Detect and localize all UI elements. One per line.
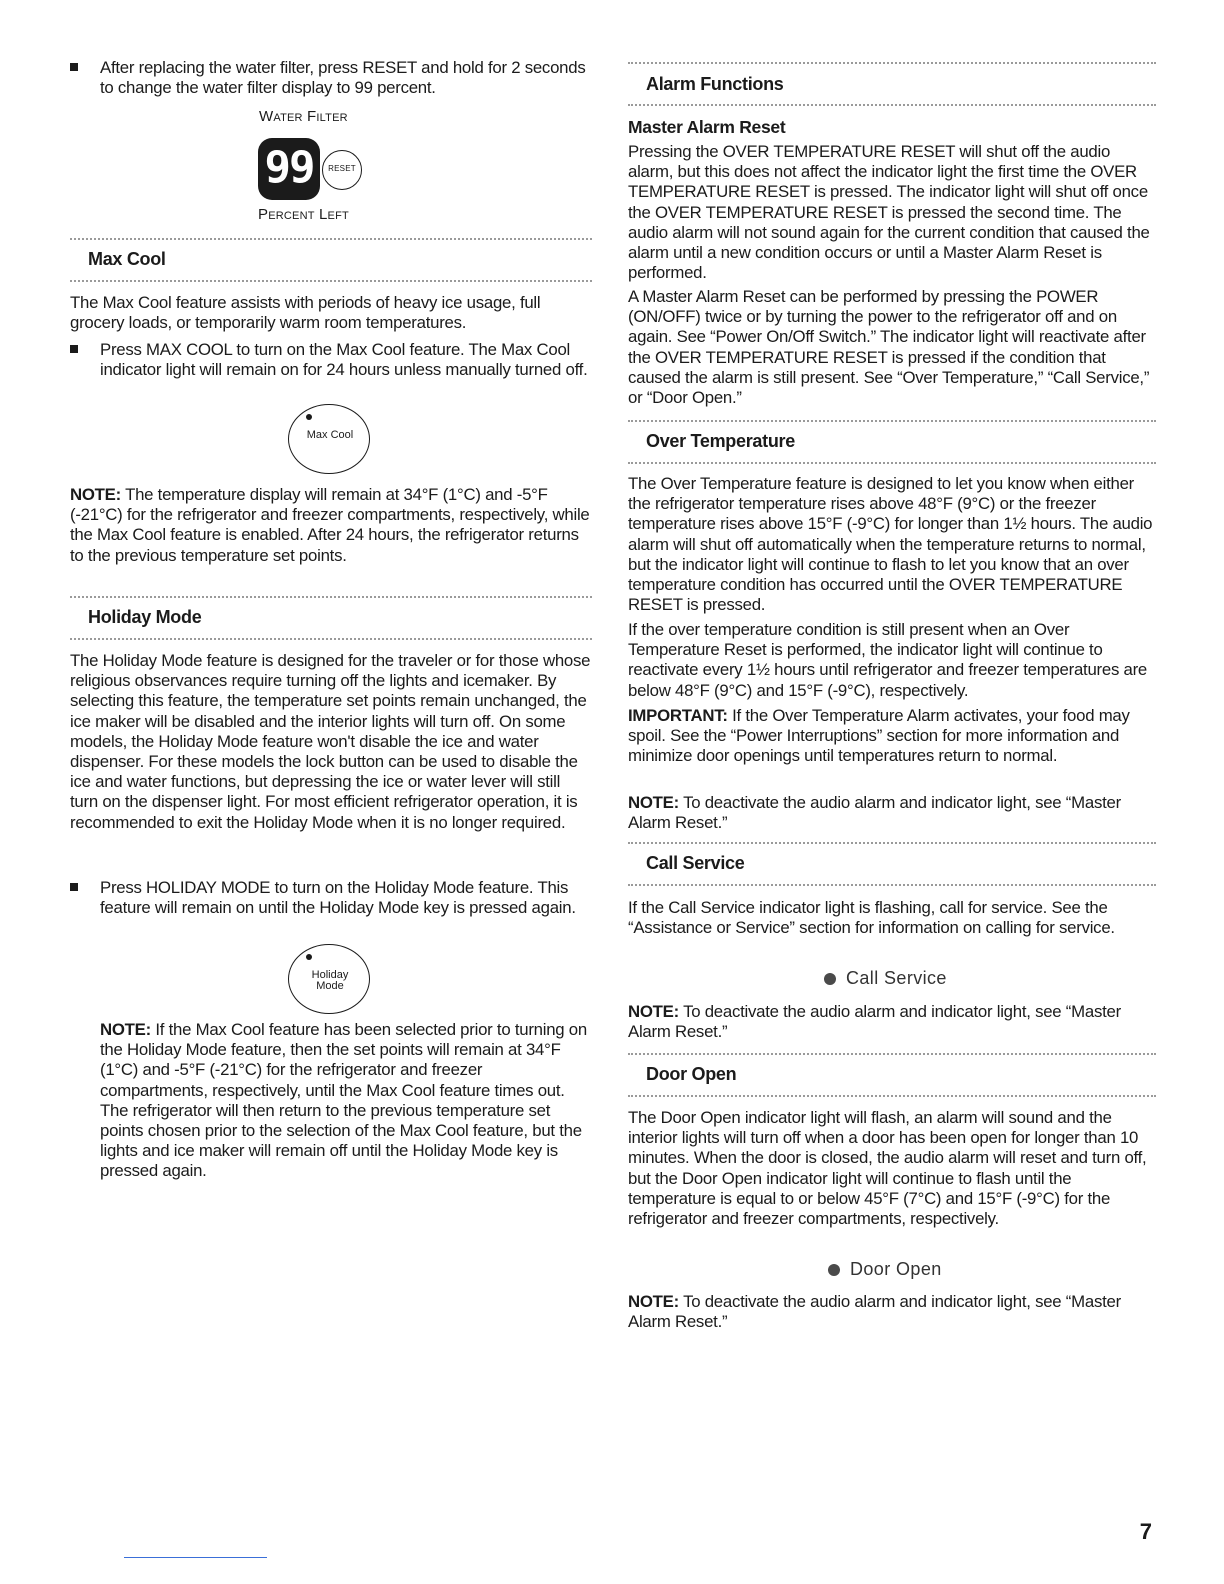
door-open-indicator (828, 1259, 942, 1280)
note-text: If the Max Cool feature has been selected prior to turning on the Holiday Mode feature, then the set points will remain at 34°F (1°C) and -5°F (-21°C) for the refrigerator and freezer compartments, respectively, until the Max Cool feature times out. The refrigerator will then return to the previous temperature set points chosen prior to the selection of the Max Cool feature, but the lights and ice maker will remain off until the Holiday Mode key is pressed again. (100, 1020, 587, 1181)
call-service-heading: Call Service (646, 853, 745, 873)
max-cool-button-label: Max Cool (306, 429, 354, 441)
bullet-text: Press MAX COOL to turn on the Max Cool feature. The Max Cool indicator light will remain on for 24 hours unless manually turned off. (100, 340, 588, 380)
max-cool-intro: The Max Cool feature assists with periods of heavy ice usage, full grocery loads, or temporarily warm room temperatures. (70, 293, 541, 333)
call-service-note (628, 1002, 1156, 1042)
master-alarm-reset-p1: Pressing the OVER TEMPERATURE RESET will shut off the audio alarm, but this does not affect the indicator light the first time the OVER TEMPERATURE RESET is pressed. The indicator light will shut off once the OVER TEMPERATURE RESET is pressed the second time. The audio alarm will not sound again for the current condition that caused the alarm until a new condition occurs or until a Master Alarm Reset is performed. (628, 142, 1150, 283)
note-label: NOTE: (70, 485, 121, 504)
header-rule-top (70, 596, 592, 598)
call-service-p1: If the Call Service indicator light is flashing, call for service. See the “Assistance or Service” section for information on calling for service. (628, 898, 1115, 938)
filter-display-digits: 99 (264, 142, 314, 193)
note-text: To deactivate the audio alarm and indicator light, see “Master Alarm Reset.” (628, 793, 1121, 833)
note-text: To deactivate the audio alarm and indicator light, see “Master Alarm Reset.” (628, 1002, 1121, 1042)
max-cool-heading: Max Cool (88, 249, 166, 269)
note-label: NOTE: (628, 1292, 679, 1311)
header-rule-top (628, 842, 1156, 844)
indicator-light-icon (306, 414, 312, 420)
bullet-square (70, 63, 78, 71)
header-rule-bottom (628, 462, 1156, 464)
door-open-heading: Door Open (646, 1064, 737, 1084)
indicator-light-icon (828, 1264, 840, 1276)
call-service-indicator (824, 968, 947, 989)
alarm-functions-heading: Alarm Functions (646, 74, 784, 94)
alarm-functions-header (628, 62, 1156, 106)
indicator-light-icon (824, 973, 836, 985)
water-filter-graphic (256, 106, 416, 226)
holiday-mode-heading: Holiday Mode (88, 607, 202, 627)
door-open-indicator-label: Door Open (850, 1259, 942, 1279)
over-temperature-p2: If the over temperature condition is still present when an Over Temperature Reset is performed, the indicator light will continue to reactivate every 1½ hours until refrigerator and freezer temperatures are below 48°F (9°C) and 15°F (-9°C), respectively. (628, 620, 1148, 700)
holiday-mode-header (70, 596, 592, 640)
bullet-text: Press HOLIDAY MODE to turn on the Holiday Mode feature. This feature will remain on until the Holiday Mode key is pressed again. (100, 878, 576, 918)
bottom-rule (124, 1557, 267, 1558)
reset-button-graphic (322, 150, 362, 190)
note-text: To deactivate the audio alarm and indicator light, see “Master Alarm Reset.” (628, 1292, 1121, 1332)
header-rule-bottom (628, 1095, 1156, 1097)
bullet-text: After replacing the water filter, press RESET and hold for 2 seconds to change the water filter display to 99 percent. (100, 58, 586, 98)
header-rule-bottom (70, 280, 592, 282)
holiday-mode-intro: The Holiday Mode feature is designed for the traveler or for those whose religious observances require turning off the lights and icemaker. By selecting this feature, the temperature set points remain unchanged, the ice maker will be disabled and the interior lights will turn off. On some models, the Holiday Mode feature won't disable the ice and water dispenser. For these models the lock button can be used to disable the ice and water functions, but depressing the ice or water lever will still turn on the dispenser light. For most efficient refrigerator operation, it is recommended to exit the Holiday Mode when it is no longer required. (70, 651, 591, 832)
indicator-light-icon (306, 954, 312, 960)
note-label: NOTE: (628, 1002, 679, 1021)
over-temperature-p1: The Over Temperature feature is designed to let you know when either the refrigerator temperature rises above 48°F (9°C) or the freezer temperature rises above 15°F (-9°C) for longer than 1½ hours. The audio alarm will shut off automatically when the temperature returns to normal, but the indicator light will continue to flash to let you know that an over temperature condition has occurred until the OVER TEMPERATURE RESET is pressed. (628, 474, 1153, 615)
header-rule-top (70, 238, 592, 240)
header-rule-bottom (70, 638, 592, 640)
important-text: If the Over Temperature Alarm activates, your food may spoil. See the “Power Interruptions” section for more information and minimize door openings until temperatures return to normal. (628, 706, 1130, 766)
over-temperature-header (628, 420, 1156, 464)
page-number: 7 (1139, 1519, 1152, 1544)
header-rule-bottom (628, 104, 1156, 106)
call-service-indicator-label: Call Service (846, 968, 947, 988)
door-open-note (628, 1292, 1156, 1332)
holiday-mode-button-graphic (288, 944, 372, 1014)
over-temperature-heading: Over Temperature (646, 431, 795, 451)
header-rule-bottom (628, 884, 1156, 886)
master-alarm-reset-p2: A Master Alarm Reset can be performed by pressing the POWER (ON/OFF) twice or by turning the power to the refrigerator off and on again. See “Power On/Off Switch.” The indicator light will reactivate after the OVER TEMPERATURE RESET is pressed if the condition that caused the alarm is still present. See “Over Temperature,” “Call Service,” or “Door Open.” (628, 287, 1150, 408)
master-alarm-reset-heading: Master Alarm Reset (628, 117, 786, 137)
bullet-square (70, 883, 78, 891)
bullet-square (70, 345, 78, 353)
note-text: The temperature display will remain at 34°F (1°C) and -5°F (-21°C) for the refrigerator and freezer compartments, respectively, while the Max Cool feature is enabled. After 24 hours, the refrigerator returns to the previous temperature set points. (70, 485, 590, 565)
header-rule-top (628, 1053, 1156, 1055)
important-label: IMPORTANT: (628, 706, 728, 725)
note-label: NOTE: (100, 1020, 151, 1039)
max-cool-header (70, 238, 592, 282)
door-open-p1: The Door Open indicator light will flash, an alarm will sound and the interior lights will turn off when a door has been open for longer than 10 minutes. When the door is closed, the audio alarm will reset and turn off, but the Door Open indicator light will continue to flash until the temperature is equal to or below 45°F (7°C) and 15°F (-9°C) for the refrigerator and freezer compartments, respectively. (628, 1108, 1147, 1229)
header-rule-top (628, 420, 1156, 422)
call-service-header (628, 842, 1156, 886)
max-cool-button-graphic (288, 404, 372, 474)
over-temperature-note (628, 793, 1156, 833)
max-cool-note (70, 485, 592, 566)
holiday-mode-note (100, 1020, 592, 1182)
over-temperature-important (628, 706, 1156, 767)
filter-percent-display (258, 138, 320, 200)
holiday-mode-button-label: Holiday Mode (311, 969, 349, 992)
note-label: NOTE: (628, 793, 679, 812)
door-open-header (628, 1053, 1156, 1097)
percent-left-label: Percent Left (258, 206, 349, 223)
header-rule-top (628, 62, 1156, 64)
water-filter-label: Water Filter (259, 108, 348, 125)
reset-button-label: RESET (328, 164, 356, 173)
